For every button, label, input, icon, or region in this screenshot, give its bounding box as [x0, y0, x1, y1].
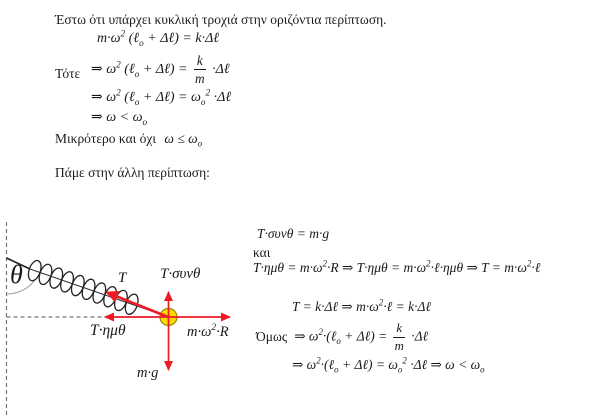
equation-hooke: T = k·Δℓ ⇒ $m\cdot\omega^2\cdot\ell$ = k·Δℓ	[292, 297, 431, 314]
tension-label: T	[118, 270, 127, 286]
weight-label: m·g	[137, 365, 159, 381]
force-diagram	[0, 205, 260, 415]
tcos-label: T·συνθ	[160, 266, 201, 282]
equation-horizontal-1: $m\cdot\omega^2$ (ℓ$_o$ + Δℓ) = k·Δℓ	[97, 28, 220, 48]
remark-line	[55, 131, 202, 147]
tote-label: Τότε	[55, 66, 81, 81]
next-case-line: Πάμε στην άλλη περίπτωση:	[55, 165, 210, 180]
intro-line: Έστω ότι υπάρχει κυκλική τροχιά στην οριζόντια περίπτωση.	[55, 12, 387, 27]
omos-label: Όμως	[256, 329, 288, 345]
centripetal-label: $m\cdot\omega^2\cdot R$	[187, 322, 229, 340]
equation-vertical-balance: T·συνθ = m·g	[257, 226, 330, 241]
equation-horizontal-4: ⇒ $\omega < \omega_o$	[91, 110, 148, 127]
equation-omos: ⇒ $\omega^2\cdot(\ell_o$ + Δℓ) = $\frac{k}{m}$ ·Δℓ	[294, 321, 429, 353]
equation-horizontal-3: ⇒ $\omega^2$ (ℓ$_o$ + Δℓ) = $\omega_o^2$ ·Δℓ	[91, 87, 232, 107]
omos-row	[256, 321, 428, 354]
tsin-label: T·ημθ	[90, 322, 126, 339]
equation-conclusion: ⇒ $\omega^2\cdot(\ell_o$ + Δℓ) = $\omega_o^2$ ·Δℓ ⇒ $\omega < \omega_o$	[292, 355, 485, 375]
equation-horizontal-balance: $T\cdot\eta\mu\theta = m\cdot\omega^2\cdot R$ ⇒ $T\cdot\eta\mu\theta = m\cdot\omega^2\cdot\ell\cdot\eta\mu\theta$ ⇒ $T = m\cdot\omega^2\cdot\ell$	[253, 258, 541, 275]
theta-angle-label: θ	[10, 260, 23, 289]
remark-math: $\omega \le \omega_o$	[164, 131, 203, 149]
remark-text: Μικρότερο και όχι	[55, 131, 157, 146]
equation-horizontal-2: ⇒ $\omega^2$ (ℓ$_o$ + Δℓ) = $\frac{k}{m}$ ·Δℓ	[91, 53, 230, 87]
kai-label: και	[253, 245, 271, 260]
